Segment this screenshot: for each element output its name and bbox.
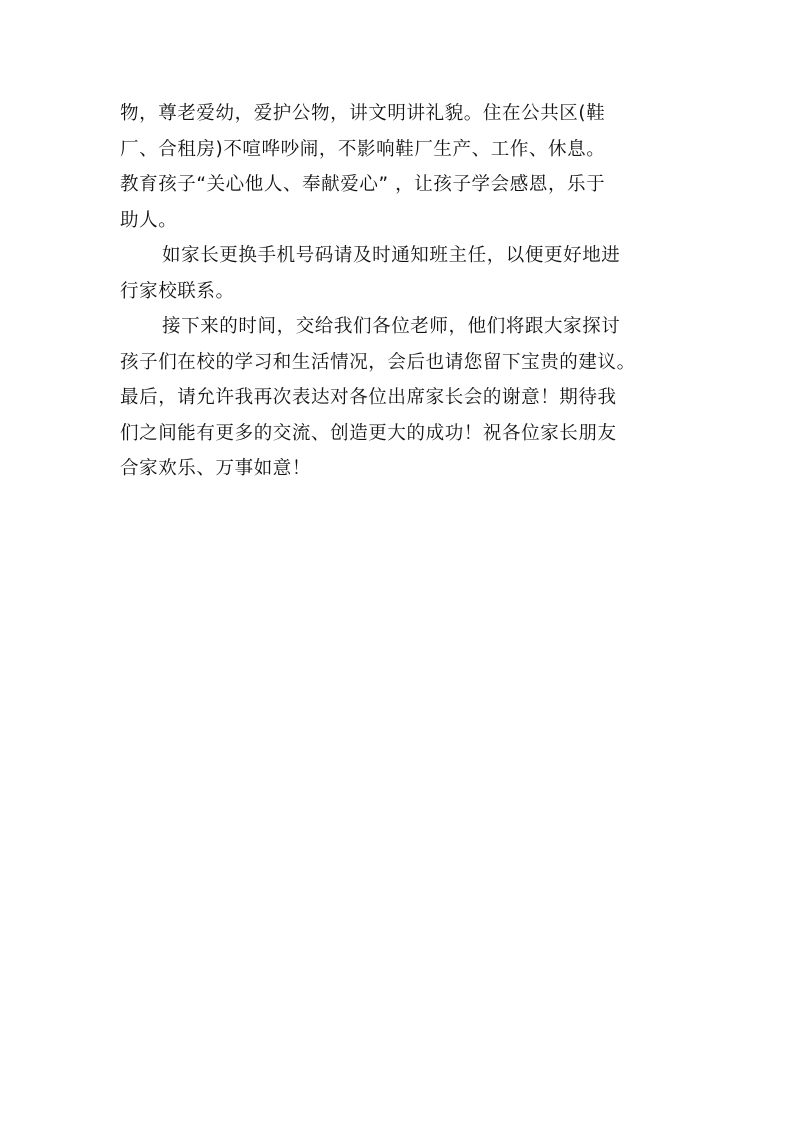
paragraph-contact — [120, 238, 680, 309]
text-line: 行家校联系。 — [120, 280, 235, 302]
text-line: 合家欢乐、万事如意！ — [120, 458, 312, 479]
text-line: 厂、合租房)不喧哗吵闹，不影响鞋厂生产、工作、休息。 — [120, 138, 606, 160]
text-line: 助人。 — [120, 209, 178, 231]
text-line: 们之间能有更多的交流、创造更大的成功！祝各位家长朋友 — [120, 422, 617, 444]
text-line: 物，尊老爱幼，爱护公物，讲文明讲礼貌。住在公共区(鞋 — [120, 103, 606, 124]
paragraph-closing — [120, 309, 680, 487]
document-body — [120, 96, 680, 487]
text-line: 接下来的时间，交给我们各位老师，他们将跟大家探讨 — [162, 316, 621, 337]
text-line: 最后，请允许我再次表达对各位出席家长会的谢意！期待我 — [120, 387, 617, 408]
paragraph-conduct — [120, 96, 680, 238]
text-line: 孩子们在校的学习和生活情况，会后也请您留下宝贵的建议。 — [120, 351, 636, 373]
text-line: 如家长更换手机号码请及时通知班主任，以便更好地进 — [162, 245, 621, 266]
text-line: 教育孩子“关心他人、奉献爱心” ，让孩子学会感恩，乐于 — [120, 174, 606, 195]
